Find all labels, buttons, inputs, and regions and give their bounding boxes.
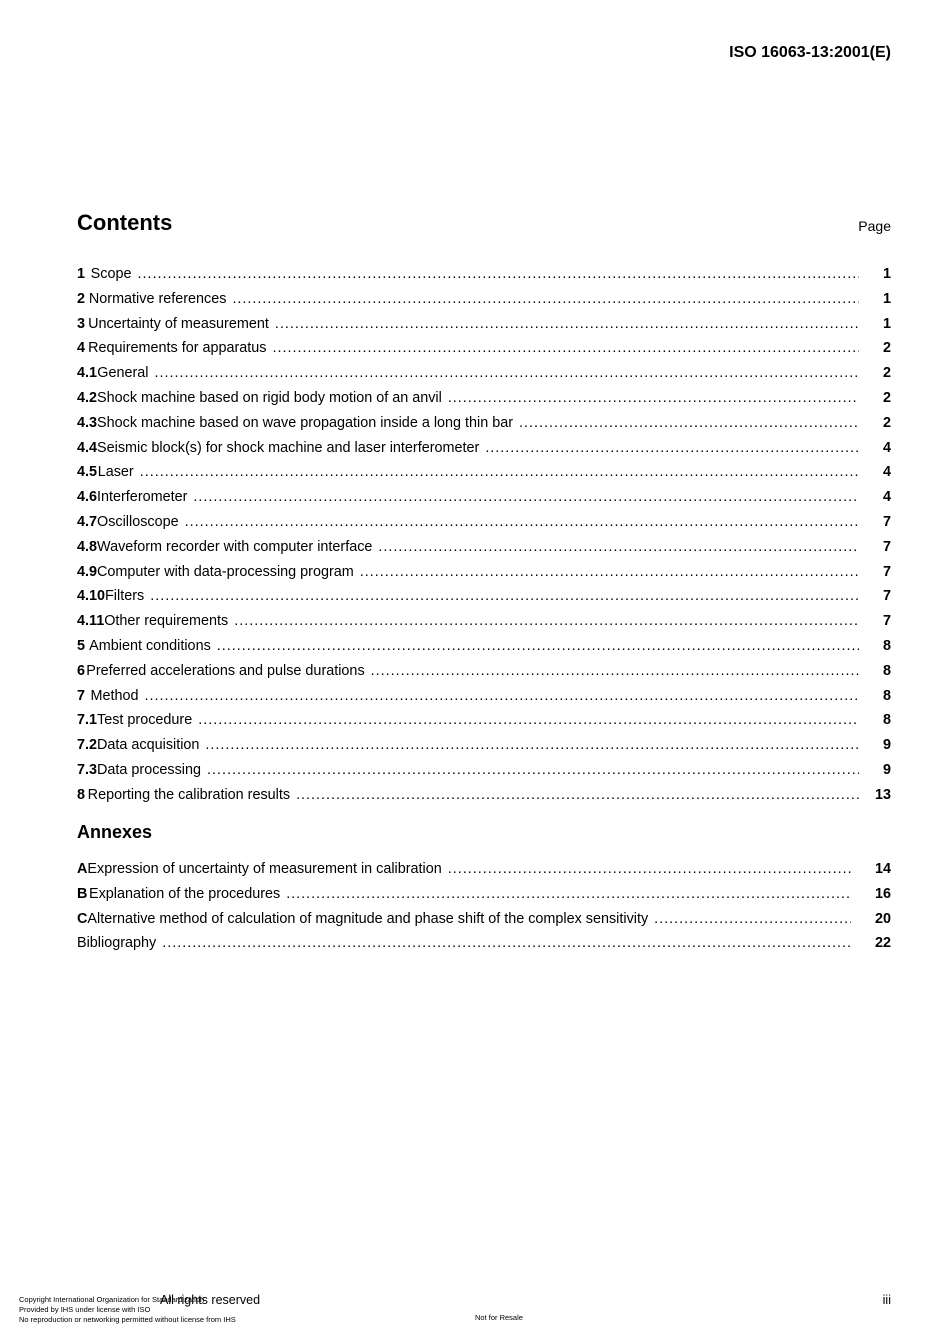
entry-title: Shock machine based on wave propagation inside a long thin bar — [97, 414, 514, 431]
entry-number: 4.2 — [77, 389, 98, 406]
annex-entry[interactable] — [77, 931, 891, 956]
entry-number: C — [77, 910, 88, 927]
entry-number: 2 — [77, 290, 86, 307]
toc-entry[interactable] — [77, 312, 891, 337]
entry-number: 4.4 — [77, 439, 98, 456]
toc-entry[interactable] — [77, 560, 891, 585]
entry-title: Waveform recorder with computer interface — [97, 538, 373, 555]
entry-title: Reporting the calibration results — [87, 786, 291, 803]
entry-number: 7.1 — [77, 712, 98, 729]
entry-title: Oscilloscope — [97, 513, 179, 530]
entry-page-number: 4 — [882, 464, 891, 481]
table-of-contents — [77, 262, 891, 808]
toc-entry[interactable] — [77, 262, 891, 287]
entry-page-number: 9 — [882, 761, 891, 778]
annex-entry[interactable] — [77, 857, 891, 882]
entry-page-number: 2 — [882, 414, 891, 431]
copyright-line: Copyright International Organization for Standardization — [19, 1295, 205, 1304]
entry-page-number: 9 — [882, 737, 891, 754]
entry-page-number: 7 — [882, 588, 891, 605]
entry-page-number: 1 — [882, 290, 891, 307]
entry-number: 4.11 — [77, 613, 105, 630]
entry-page-number: 13 — [874, 786, 891, 803]
entry-page-number: 4 — [882, 439, 891, 456]
entry-title: Computer with data-processing program — [97, 563, 354, 580]
entry-page-number: 14 — [874, 861, 891, 877]
entry-title: Data processing — [97, 761, 202, 778]
entry-number: 4 — [77, 340, 86, 357]
entry-title: Filters — [105, 588, 145, 605]
entry-number: 1 — [77, 266, 86, 282]
entry-title: Method — [90, 687, 139, 704]
entry-number: 4.3 — [77, 414, 98, 431]
page-column-label: Page — [858, 218, 891, 234]
dot-leader — [448, 386, 859, 411]
entry-title: Expression of uncertainty of measurement in calibration — [87, 861, 442, 877]
copyright-line: Provided by IHS under license with ISO — [19, 1305, 151, 1314]
toc-entry[interactable] — [77, 634, 891, 659]
annex-entry[interactable] — [77, 907, 891, 932]
entry-page-number: 8 — [882, 637, 891, 654]
entry-title: Data acquisition — [97, 737, 200, 754]
entry-page-number: 7 — [882, 563, 891, 580]
toc-entry[interactable] — [77, 336, 891, 361]
entry-number: 4.10 — [77, 588, 106, 605]
entry-page-number: 22 — [874, 935, 891, 952]
entry-page-number: 2 — [882, 365, 891, 382]
annex-entry[interactable] — [77, 882, 891, 907]
entry-number: 4.9 — [77, 563, 98, 580]
entry-page-number: 1 — [882, 315, 891, 332]
entry-number: 4.1 — [77, 365, 98, 382]
entry-page-number: 1 — [882, 266, 891, 282]
entry-page-number: 2 — [882, 389, 891, 406]
entry-title: Test procedure — [97, 712, 193, 729]
toc-entry[interactable] — [77, 659, 891, 684]
dot-leader — [205, 733, 859, 758]
entry-page-number: 16 — [874, 885, 891, 902]
dot-leader — [296, 783, 859, 808]
entry-number: 4.7 — [77, 513, 98, 530]
toc-entry[interactable] — [77, 485, 891, 510]
entry-title: Laser — [97, 464, 134, 481]
entry-title: Ambient conditions — [89, 637, 211, 654]
page-number: iii — [882, 1293, 891, 1307]
dot-leader — [217, 634, 859, 659]
copyright-line: No reproduction or networking permitted without license from IHS — [19, 1315, 236, 1324]
dot-leader — [378, 535, 859, 560]
entry-number: B — [77, 885, 88, 902]
entry-number: 4.8 — [77, 538, 98, 555]
toc-entry[interactable] — [77, 361, 891, 386]
toc-entry[interactable] — [77, 411, 891, 436]
dot-leader — [232, 287, 859, 312]
dot-leader — [360, 560, 859, 585]
entry-title: Preferred accelerations and pulse durations — [86, 662, 365, 679]
toc-entry[interactable] — [77, 386, 891, 411]
entry-page-number: 20 — [874, 910, 891, 927]
dot-leader — [275, 312, 859, 337]
resale-notice: Not for Resale — [475, 1313, 523, 1322]
entry-title: Uncertainty of measurement — [88, 315, 269, 332]
dot-leader — [185, 510, 859, 535]
toc-entry[interactable] — [77, 708, 891, 733]
entry-title: Seismic block(s) for shock machine and laser interferometer — [97, 439, 480, 456]
entry-page-number: 8 — [882, 712, 891, 729]
toc-entry[interactable] — [77, 758, 891, 783]
entry-number: 7 — [77, 687, 86, 704]
entry-title: Shock machine based on rigid body motion of an anvil — [97, 389, 442, 406]
dot-leader — [193, 485, 859, 510]
toc-entry[interactable] — [77, 436, 891, 461]
toc-entry[interactable] — [77, 733, 891, 758]
dot-leader — [150, 584, 859, 609]
entry-title: Alternative method of calculation of magnitude and phase shift of the complex sensitivity — [87, 910, 649, 927]
entry-title: Interferometer — [97, 489, 188, 506]
copyright-notice — [19, 1295, 236, 1325]
entry-page-number: 8 — [882, 687, 891, 704]
entry-page-number: 4 — [882, 489, 891, 506]
entry-title: Normative references — [88, 290, 227, 307]
dot-leader — [140, 460, 859, 485]
entry-number: 6 — [77, 662, 86, 679]
entry-page-number: 7 — [882, 613, 891, 630]
entry-title: Bibliography — [77, 935, 157, 952]
entry-number: A — [77, 861, 88, 877]
rights-notice: All rights reserved — [160, 1293, 261, 1307]
annexes-list — [77, 857, 891, 956]
toc-entry[interactable] — [77, 460, 891, 485]
dot-leader — [273, 336, 860, 361]
entry-number: 4.5 — [77, 464, 98, 481]
entry-page-number: 7 — [882, 538, 891, 555]
dot-leader — [154, 361, 859, 386]
entry-page-number: 7 — [882, 513, 891, 530]
toc-entry[interactable] — [77, 584, 891, 609]
dot-leader — [371, 659, 859, 684]
annexes-heading: Annexes — [77, 822, 153, 842]
dot-leader — [519, 411, 859, 436]
dot-leader — [145, 684, 859, 709]
dot-leader — [448, 857, 851, 882]
dot-leader — [234, 609, 859, 634]
entry-title: Scope — [90, 266, 132, 282]
entry-page-number: 2 — [882, 340, 891, 357]
entry-page-number: 8 — [882, 662, 891, 679]
entry-number: 8 — [77, 786, 86, 803]
dot-leader — [162, 931, 851, 956]
contents-heading: Contents — [77, 210, 173, 235]
toc-entry[interactable] — [77, 287, 891, 312]
toc-entry[interactable] — [77, 684, 891, 709]
entry-title: Other requirements — [104, 613, 229, 630]
dot-leader — [207, 758, 859, 783]
toc-entry[interactable] — [77, 609, 891, 634]
toc-entry[interactable] — [77, 510, 891, 535]
dot-leader — [198, 708, 859, 733]
entry-number: 7.3 — [77, 761, 98, 778]
entry-number: 3 — [77, 315, 86, 332]
entry-title: General — [97, 365, 149, 382]
entry-title: Explanation of the procedures — [88, 885, 281, 902]
entry-title: Requirements for apparatus — [88, 340, 267, 357]
entry-number: 5 — [77, 637, 86, 654]
dot-leader — [286, 882, 851, 907]
toc-entry[interactable] — [77, 783, 891, 808]
toc-entry[interactable] — [77, 535, 891, 560]
dot-leader — [654, 907, 851, 932]
entry-number: 4.6 — [77, 489, 98, 506]
document-id: ISO 16063-13:2001(E) — [729, 44, 891, 61]
dot-leader — [137, 262, 859, 287]
entry-number: 7.2 — [77, 737, 98, 754]
dot-leader — [485, 436, 859, 461]
